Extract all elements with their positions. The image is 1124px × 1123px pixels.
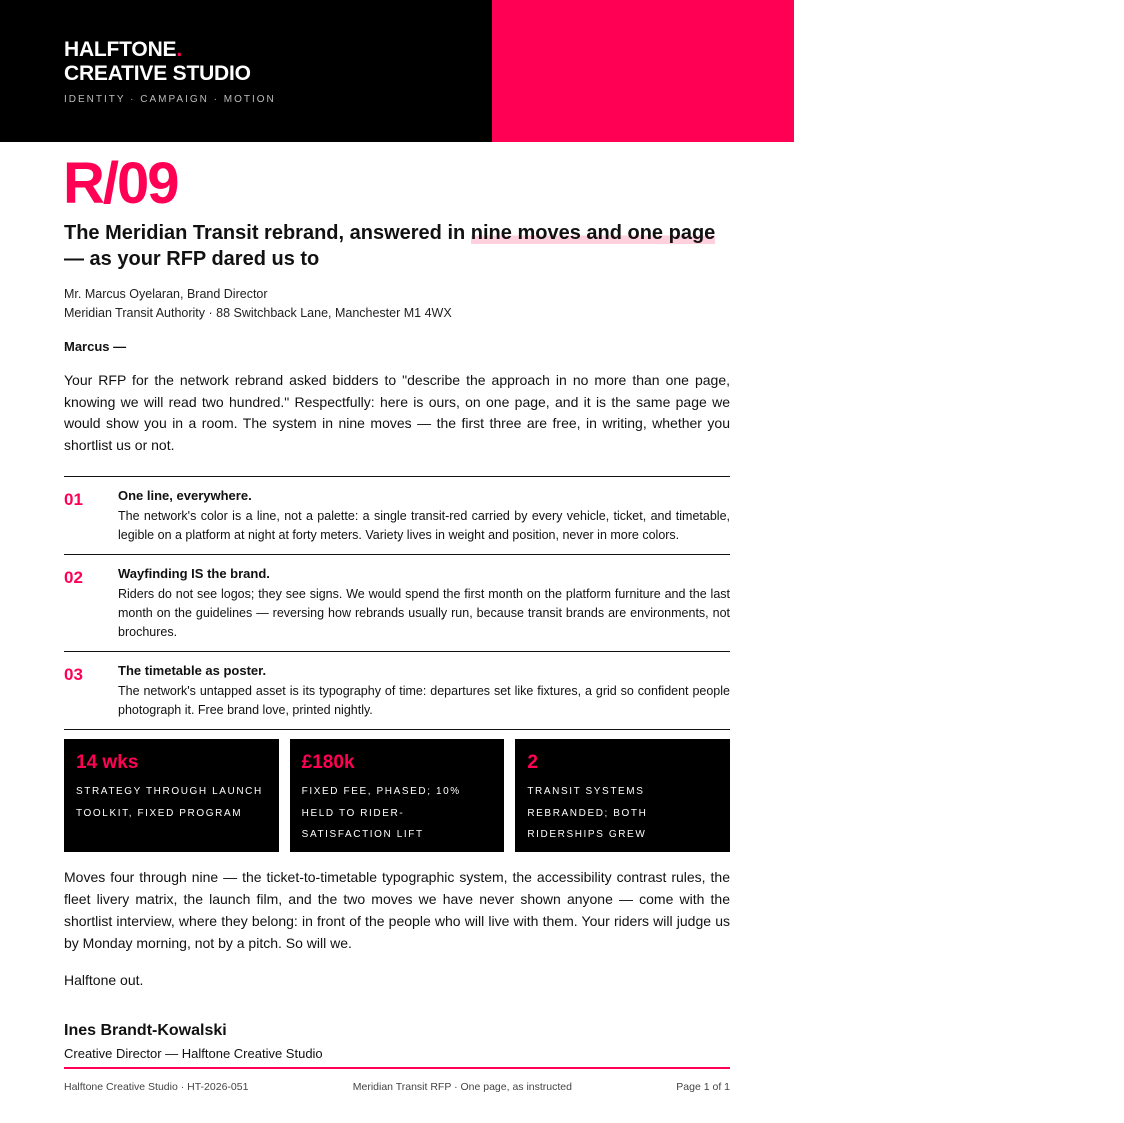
outro-paragraph: Moves four through nine — the ticket-to-timetable typographic system, the accessibility contrast rules, the fleet livery matrix, the launch film, and the two moves we have never shown anyone — come with the shortlist interview, where they belong: in front of the people who will live with them. Your riders will judge us by Monday morning, not by a pitch. So will we. [64, 869, 730, 951]
signatory-role: Creative Director — Halftone Creative Studio [64, 1046, 323, 1061]
move-title: The timetable as poster. [118, 663, 267, 678]
brand-dot: . [176, 38, 182, 61]
footer-left: Halftone Creative Studio · HT-2026-051 [64, 1081, 249, 1093]
move-title: One line, everywhere. [118, 488, 252, 503]
recipient-name: Mr. Marcus Oyelaran, Brand Director [64, 287, 268, 301]
headline-start: The Meridian Transit rebrand, answered in [64, 222, 471, 244]
proposal-number: R/09 [63, 151, 178, 216]
studio-email: mrkt@halftone.example [1018, 94, 1124, 105]
move-item [64, 652, 730, 730]
stat-card-duration [64, 739, 279, 852]
stat-label: STRATEGY THROUGH LAUNCH TOOLKIT, FIXED PROGRAM [76, 786, 263, 819]
signoff: Halftone out. [64, 972, 144, 988]
stat-value: 2 [527, 752, 538, 773]
moves-list [64, 476, 730, 730]
move-number: 03 [64, 665, 83, 684]
headline-end: — as your RFP dared us to [64, 248, 320, 270]
move-number: 01 [64, 490, 83, 509]
salutation: Marcus — [64, 339, 127, 354]
move-body: The network's untapped asset is its typography of time: departures set like fixtures, a grid so confident people photograph it. Free brand love, printed nightly. [118, 684, 730, 717]
headline-highlight: nine moves and one page [470, 222, 716, 244]
letter-date: 14 April 2026 [1018, 60, 1077, 71]
move-item [64, 555, 730, 652]
studio-tagline: IDENTITY · CAMPAIGN · MOTION [64, 94, 276, 105]
studio-website: halftone.studio [1018, 77, 1084, 88]
stats-row [64, 739, 730, 852]
studio-logo [64, 38, 251, 86]
brand-line-2: CREATIVE STUDIO [64, 62, 251, 85]
signature-rule [64, 1067, 730, 1069]
signatory-name: Ines Brandt-Kowalski [64, 1022, 227, 1039]
letterhead [0, 0, 1124, 142]
stat-value: £180k [301, 752, 355, 773]
footer-center: Meridian Transit RFP · One page, as instructed [352, 1081, 572, 1093]
headline [64, 220, 730, 272]
letterhead-meta-panel [492, 0, 1124, 142]
move-body: Riders do not see logos; they see signs. We would spend the first month on the platform furniture and the last month on the guidelines — reversing how rebrands usually run, because transit brands are environments, not brochures. [118, 587, 730, 639]
stat-card-systems [515, 739, 730, 852]
recipient-block [64, 285, 452, 323]
move-item [64, 477, 730, 555]
footer-page-number: Page 1 of 1 [676, 1081, 730, 1093]
move-number: 02 [64, 568, 83, 587]
stat-value: 14 wks [76, 752, 139, 773]
move-body: The network's color is a line, not a palette: a single transit-red carried by every vehicle, ticket, and timetable, legible on a platform at night at forty meters. Variety lives in weight and position, never in more colors. [118, 509, 730, 542]
stat-label: TRANSIT SYSTEMS REBRANDED; BOTH RIDERSHIPS GREW [527, 786, 648, 840]
letterhead-brand-panel [0, 0, 492, 142]
brand-line-1: HALFTONE [64, 38, 177, 61]
stat-label: FIXED FEE, PHASED; 10% HELD TO RIDER-SATISFACTION LIFT [301, 786, 461, 840]
reference-number: Ref. HT-2026-051 [1018, 43, 1098, 54]
stat-card-fee [290, 739, 505, 852]
letter-meta [1018, 40, 1124, 108]
move-title: Wayfinding IS the brand. [118, 566, 270, 581]
page-footer [64, 1081, 730, 1093]
recipient-address: Meridian Transit Authority · 88 Switchback Lane, Manchester M1 4WX [64, 306, 452, 320]
intro-paragraph: Your RFP for the network rebrand asked bidders to "describe the approach in no more than one page, knowing we will read two hundred." Respectfully: here is ours, on one page, and it is the same page we would show you in a room. The system in nine moves — the first three are free, in writing, whether you shortlist us or not. [64, 372, 730, 453]
